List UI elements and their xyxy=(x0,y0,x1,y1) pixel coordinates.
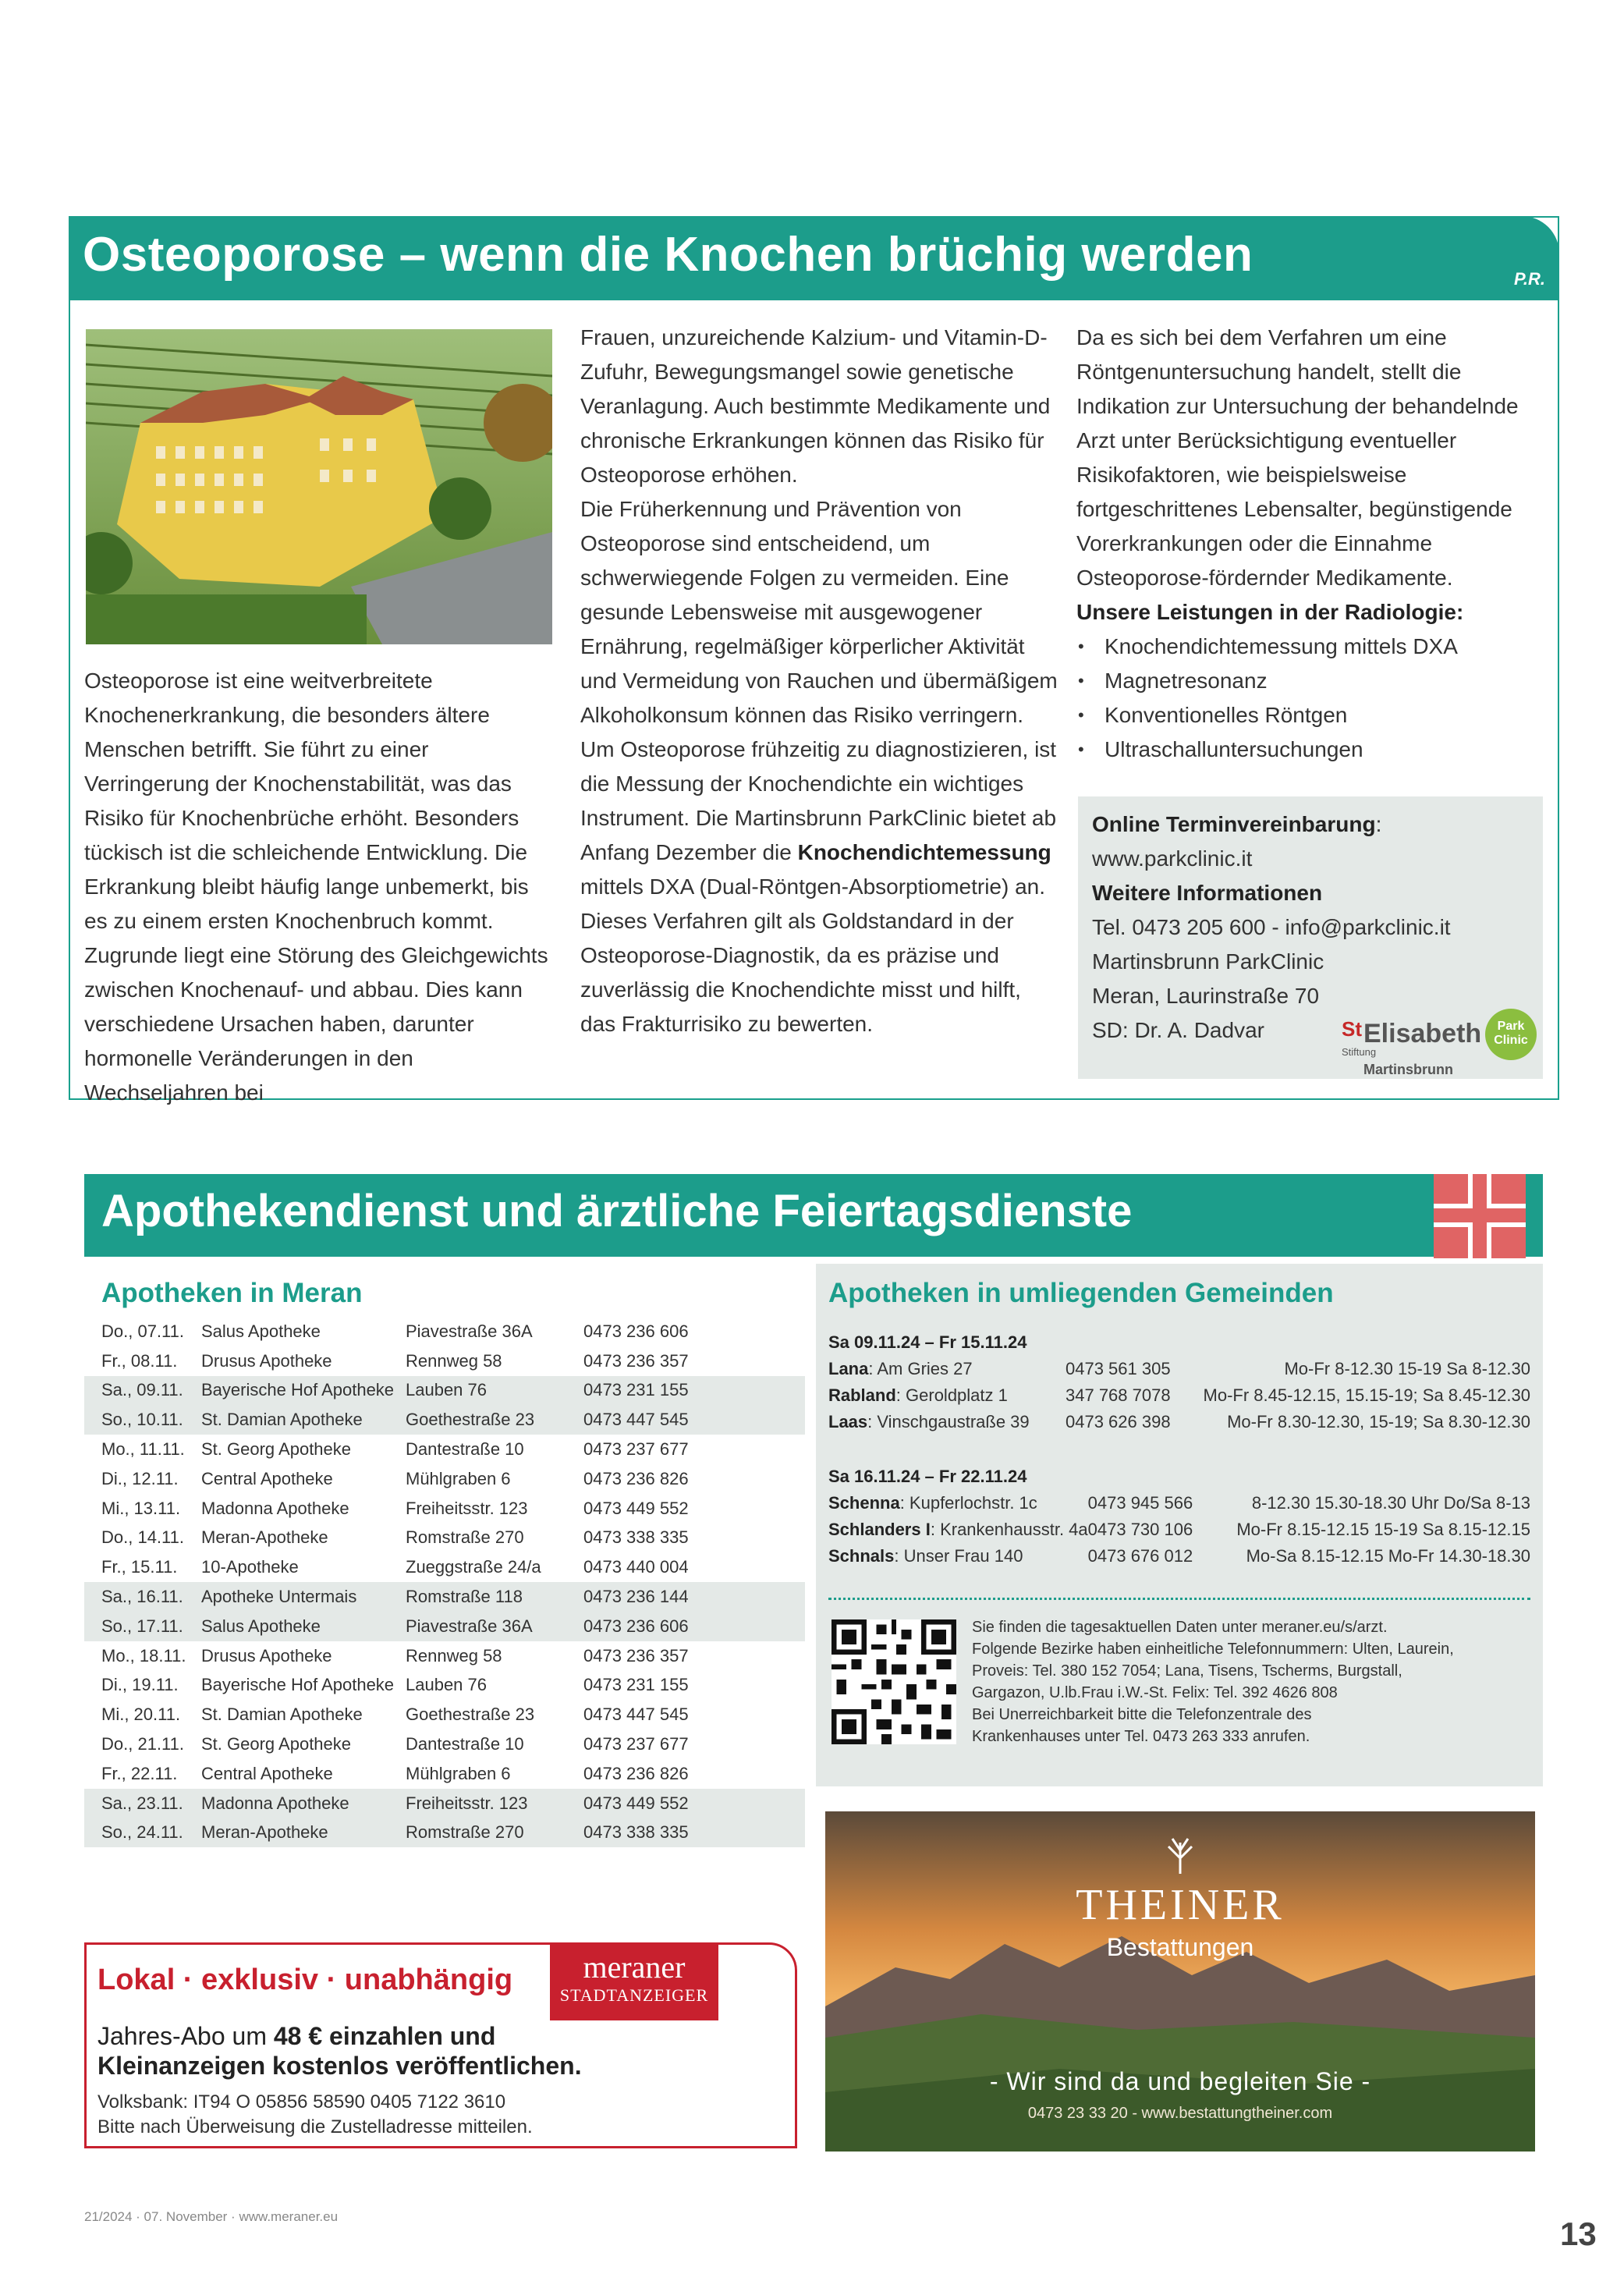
pharmacy-address: Lauben 76 xyxy=(406,1675,487,1695)
table-row xyxy=(84,1524,805,1553)
text-run: Jahres-Abo um xyxy=(98,2022,274,2050)
town-address xyxy=(828,1409,1066,1435)
town-name: Schlanders I xyxy=(828,1520,931,1539)
clinic-director: SD: Dr. A. Dadvar xyxy=(1092,1018,1264,1042)
duty-date: Di., 19.11. xyxy=(101,1675,179,1695)
pharmacy-address: Romstraße 118 xyxy=(406,1587,523,1607)
list-item: • Konventionelles Röntgen xyxy=(1076,698,1554,733)
opening-hours: Mo-Fr 8.45-12.15, 15.15-19; Sa 8.45-12.30 xyxy=(1203,1385,1530,1405)
pharmacy-name: Meran-Apotheke xyxy=(201,1822,328,1843)
address-instruction: Bitte nach Überweisung die Zustelladresse mitteilen. xyxy=(98,2116,533,2137)
article-paragraph: Die Früherkennung und Prävention von Osteoporose sind entscheidend, um schwerwiegende Folgen zu vermeiden. Eine gesunde Lebensweise mit ausgewogener Ernährung, regelmäßiger körperlicher Aktivität und Vermeidung von Rauchen und übermäßigem Alkoholkonsum können das Risiko verringern. xyxy=(580,497,1058,727)
article-box xyxy=(69,216,1559,1105)
pharmacy-phone: 0473 338 335 xyxy=(583,1822,689,1843)
pharmacy-phone: 0473 237 677 xyxy=(583,1439,689,1460)
table-row xyxy=(84,1671,805,1701)
footer-issue: 21/2024 · 07. November · www.meraner.eu xyxy=(84,2209,339,2224)
duty-date: Fr., 08.11. xyxy=(101,1350,178,1371)
pharmacy-name: Madonna Apotheke xyxy=(201,1793,349,1813)
pharmacy-phone: 0473 236 357 xyxy=(583,1350,689,1371)
opening-hours: Mo-Fr 8.15-12.15 15-19 Sa 8.15-12.15 xyxy=(1236,1520,1530,1539)
article-header xyxy=(69,216,1559,300)
text-run: 48 € einzahlen und xyxy=(273,2022,496,2050)
duty-date: Di., 12.11. xyxy=(101,1468,179,1488)
table-row xyxy=(84,1552,805,1582)
duty-date: Sa., 09.11. xyxy=(101,1380,183,1400)
logo-text: STADTANZEIGER xyxy=(559,1985,709,2005)
medical-cross-icon xyxy=(1434,1174,1526,1258)
pharmacy-address: Romstraße 270 xyxy=(406,1822,524,1843)
article-title: Osteoporose – wenn die Knochen brüchig werden xyxy=(83,228,1253,282)
pharmacy-phone: 0473 449 552 xyxy=(583,1793,689,1813)
duty-date: Sa., 16.11. xyxy=(101,1587,183,1607)
elisabeth-logo xyxy=(1342,1006,1482,1077)
table-row xyxy=(84,1376,805,1406)
pharmacy-name: Meran-Apotheke xyxy=(201,1527,328,1548)
pharmacy-phone: 0473 236 606 xyxy=(583,1616,689,1636)
table-row xyxy=(84,1729,805,1759)
town-address xyxy=(828,1490,1088,1517)
town-address xyxy=(828,1382,1066,1409)
pharmacy-phone: 0473 676 012 xyxy=(1087,1546,1193,1566)
period-label: Sa 09.11.24 – Fr 15.11.24 xyxy=(828,1332,1027,1352)
pharmacy-phone: 347 768 7078 xyxy=(1066,1385,1171,1405)
towns-heading: Apotheken in umliegenden Gemeinden xyxy=(828,1278,1334,1308)
town-pharmacies xyxy=(816,1264,1543,1786)
pharmacy-address: Zueggstraße 24/a xyxy=(406,1557,541,1577)
street: : Geroldplatz 1 xyxy=(895,1385,1008,1405)
text-run: Um Osteoporose frühzeitig zu diagnostizieren, ist die Messung der Knochendichte ein wichtiges Instrument. Die Martinsbrunn ParkClinic bietet ab Anfang Dezember die xyxy=(580,737,1057,864)
theiner-contact: 0473 23 33 20 - www.bestattungtheiner.com xyxy=(1027,2105,1333,2122)
pharmacy-address: Rennweg 58 xyxy=(406,1645,502,1666)
duty-date: Fr., 22.11. xyxy=(101,1763,178,1783)
duty-date: Do., 21.11. xyxy=(101,1734,184,1754)
article-paragraph: Frauen, unzureichende Kalzium- und Vitamin-D-Zufuhr, Bewegungsmangel sowie genetische Veranlagung. Auch bestimmte Medikamente und chronische Erkrankungen können das Risiko für Osteoporose erhöhen. xyxy=(580,325,1051,487)
theiner-slogan: - Wir sind da und begleiten Sie - xyxy=(989,2067,1371,2095)
table-row xyxy=(84,1818,805,1848)
phone-email[interactable]: Tel. 0473 205 600 - info@parkclinic.it xyxy=(1092,915,1451,939)
note-line: Sie finden die tagesaktuellen Daten unter meraner.eu/s/arzt. xyxy=(972,1619,1388,1636)
pharmacy-name: Apotheke Untermais xyxy=(201,1587,357,1607)
logo-text: St xyxy=(1342,1017,1362,1041)
pharmacy-address: Piavestraße 36A xyxy=(406,1321,533,1341)
text-run: mittels DXA (Dual-Röntgen-Absorptiometrie) an. Dieses Verfahren gilt als Goldstandard in der Osteoporose-Diagnostik, da es präzise und zuverlässig die Knochendichte misst und hilft, das Frakturrisiko zu bewerten. xyxy=(580,874,1046,1036)
pharmacy-name: Salus Apotheke xyxy=(201,1321,321,1341)
pharmacy-address: Goethestraße 23 xyxy=(406,1705,535,1725)
pharmacy-phone: 0473 449 552 xyxy=(583,1498,689,1518)
article-column-3 xyxy=(1076,321,1554,767)
logo-text: Stiftung xyxy=(1342,1046,1377,1058)
town-table xyxy=(828,1356,1530,1435)
table-row xyxy=(828,1517,1530,1543)
pharmacy-address: Dantestraße 10 xyxy=(406,1439,524,1460)
table-row xyxy=(84,1582,805,1612)
clinic-photo xyxy=(86,329,552,644)
article-paragraph xyxy=(580,733,1058,1041)
pharmacy-phone: 0473 236 144 xyxy=(583,1587,689,1607)
pharmacy-phone: 0473 236 826 xyxy=(583,1468,689,1488)
street: : Krankenhausstr. 4a xyxy=(930,1520,1088,1539)
pharmacy-phone: 0473 945 566 xyxy=(1087,1493,1193,1513)
page-number: 13 xyxy=(1560,2215,1597,2252)
pharmacy-phone: 0473 730 106 xyxy=(1087,1520,1193,1539)
text-run: Online Terminvereinbarung xyxy=(1092,812,1376,836)
table-row xyxy=(84,1789,805,1818)
opening-hours: Mo-Fr 8.30-12.30, 15-19; Sa 8.30-12.30 xyxy=(1227,1412,1530,1431)
town-address xyxy=(828,1517,1088,1543)
services-heading: Unsere Leistungen in der Radiologie: xyxy=(1076,600,1464,624)
pharmacy-section-header xyxy=(84,1174,1543,1257)
table-row xyxy=(84,1612,805,1641)
services-list xyxy=(1076,630,1554,767)
logo-text: Martinsbrunn xyxy=(1363,1062,1453,1077)
pharmacy-phone: 0473 447 545 xyxy=(583,1705,689,1725)
article-paragraph: Da es sich bei dem Verfahren um eine Röntgenuntersuchung handelt, stellt die Indikation zur Untersuchung der behandelnde Arzt unter Berücksichtigung eventueller Risikofaktoren, wie beispielsweise fortgeschrittenes Lebensalter, begünstigende Vorerkrankungen oder die Einnahme Osteoporose-fördernder Medikamente. xyxy=(1076,325,1519,590)
more-info-label: Weitere Informationen xyxy=(1092,881,1323,905)
pharmacy-name: St. Damian Apotheke xyxy=(201,1705,363,1725)
table-row xyxy=(84,1464,805,1494)
town-name: Lana xyxy=(828,1359,869,1378)
duty-date: So., 24.11. xyxy=(101,1822,183,1843)
pharmacy-name: Drusus Apotheke xyxy=(201,1645,332,1666)
article-paragraph: Osteoporose ist eine weitverbreitete Knochenerkrankung, die besonders ältere Menschen betrifft. Sie führt zu einer Verringerung der Knochenstabilität, was das Risiko für Knochenbrüche erhöht. Besonders tückisch ist die schleichende Entwicklung. Die Erkrankung bleibt häufig lange unbemerkt, bis es zu einem ersten Knochenbruch kommt. Zugrunde liegt eine Störung des Gleichgewichts zwischen Knochenauf- und abbau. Dies kann verschiedene Ursachen haben, darunter hormonelle Veränderungen in den Wechseljahren bei xyxy=(84,669,548,1105)
pharmacy-name: Central Apotheke xyxy=(201,1763,333,1783)
duty-date: Mo., 11.11. xyxy=(101,1439,185,1460)
pharmacy-name: Salus Apotheke xyxy=(201,1616,321,1636)
pharmacy-phone: 0473 440 004 xyxy=(583,1557,689,1577)
table-row xyxy=(84,1700,805,1729)
pharmacy-name: St. Damian Apotheke xyxy=(201,1410,363,1430)
pharmacy-name: St. Georg Apotheke xyxy=(201,1439,352,1460)
pharmacy-name: St. Georg Apotheke xyxy=(201,1734,352,1754)
pharmacy-name: 10-Apotheke xyxy=(201,1557,299,1577)
pharmacy-name: Bayerische Hof Apotheke xyxy=(201,1675,395,1695)
table-row xyxy=(84,1405,805,1435)
pharmacy-phone: 0473 626 398 xyxy=(1066,1412,1171,1431)
pharmacy-address: Goethestraße 23 xyxy=(406,1410,535,1430)
website-link[interactable]: www.parkclinic.it xyxy=(1092,846,1253,871)
qr-code[interactable] xyxy=(832,1619,956,1744)
duty-date: Mo., 18.11. xyxy=(101,1645,186,1666)
pharmacy-address: Dantestraße 10 xyxy=(406,1734,524,1754)
note-line: Krankenhauses unter Tel. 0473 263 333 anrufen. xyxy=(972,1728,1310,1745)
meran-pharmacies xyxy=(84,1264,805,1847)
pharmacy-address: Mühlgraben 6 xyxy=(406,1468,511,1488)
pharmacy-phone: 0473 237 677 xyxy=(583,1734,689,1754)
pharmacy-name: Bayerische Hof Apotheke xyxy=(201,1380,395,1400)
text-run: : xyxy=(1375,812,1382,836)
list-item: • Ultraschalluntersuchungen xyxy=(1076,733,1554,767)
note-line: Folgende Bezirke haben einheitliche Telefonnummern: Ulten, Laurein, xyxy=(972,1641,1454,1658)
pharmacy-address: Mühlgraben 6 xyxy=(406,1763,511,1783)
duty-date: So., 10.11. xyxy=(101,1410,183,1430)
duty-date: Do., 14.11. xyxy=(101,1527,184,1548)
emergency-note xyxy=(972,1616,1518,1747)
meran-heading: Apotheken in Meran xyxy=(101,1278,363,1308)
table-row xyxy=(828,1490,1530,1517)
opening-hours: Mo-Sa 8.15-12.15 Mo-Fr 14.30-18.30 xyxy=(1246,1546,1530,1566)
table-row xyxy=(828,1543,1530,1570)
town-name: Schnals xyxy=(828,1546,895,1566)
town-address xyxy=(828,1356,1066,1382)
pharmacy-address: Piavestraße 36A xyxy=(406,1616,533,1636)
town-name: Rabland xyxy=(828,1385,896,1405)
street: : Vinschgaustraße 39 xyxy=(867,1412,1030,1431)
table-row xyxy=(84,1641,805,1671)
logo-text: Elisabeth xyxy=(1363,1019,1482,1048)
pharmacy-name: Drusus Apotheke xyxy=(201,1350,332,1371)
table-row xyxy=(828,1356,1530,1382)
duty-date: Mi., 13.11. xyxy=(101,1498,181,1518)
town-name: Laas xyxy=(828,1412,868,1431)
theiner-ad xyxy=(825,1811,1535,2152)
list-item: • Magnetresonanz xyxy=(1076,664,1554,698)
street: : Am Gries 27 xyxy=(868,1359,973,1378)
duty-date: Do., 07.11. xyxy=(101,1321,184,1341)
table-row xyxy=(828,1409,1530,1435)
pharmacy-phone: 0473 236 357 xyxy=(583,1645,689,1666)
opening-hours: Mo-Fr 8-12.30 15-19 Sa 8-12.30 xyxy=(1284,1359,1530,1378)
pharmacy-phone: 0473 236 606 xyxy=(583,1321,689,1341)
duty-date: So., 17.11. xyxy=(101,1616,183,1636)
highlight-text: Knochendichtemessung xyxy=(797,840,1051,864)
town-address xyxy=(828,1543,1088,1570)
pharmacy-address: Romstraße 270 xyxy=(406,1527,524,1548)
pharmacy-phone: 0473 447 545 xyxy=(583,1410,689,1430)
duty-date: Fr., 15.11. xyxy=(101,1557,178,1577)
pharmacy-phone: 0473 231 155 xyxy=(583,1380,689,1400)
table-row xyxy=(84,1435,805,1464)
divider xyxy=(828,1598,1530,1600)
clinic-address: Meran, Laurinstraße 70 xyxy=(1092,984,1320,1008)
pharmacy-address: Rennweg 58 xyxy=(406,1350,502,1371)
town-table xyxy=(828,1490,1530,1570)
note-line: Gargazon, U.lb.Frau i.W.-St. Felix: Tel. 392 4626 808 xyxy=(972,1684,1338,1701)
meraner-logo xyxy=(550,1942,718,2020)
list-item: • Knochendichtemessung mittels DXA xyxy=(1076,630,1554,664)
pharmacy-phone: 0473 236 826 xyxy=(583,1763,689,1783)
pharmacy-phone: 0473 338 335 xyxy=(583,1527,689,1548)
street: : Kupferlochstr. 1c xyxy=(899,1493,1037,1513)
opening-hours: 8-12.30 15.30-18.30 Uhr Do/Sa 8-13 xyxy=(1251,1493,1530,1513)
logo-text: meraner xyxy=(583,1949,686,1985)
duty-date: Sa., 23.11. xyxy=(101,1793,183,1813)
pharmacy-address: Freiheitsstr. 123 xyxy=(406,1498,528,1518)
article-column-1 xyxy=(84,664,552,1110)
theiner-name: THEINER xyxy=(1076,1881,1285,1929)
online-booking-label xyxy=(1092,807,1529,842)
ad-offer xyxy=(98,2021,582,2081)
table-row xyxy=(84,1317,805,1346)
subscription-ad xyxy=(84,1942,797,2148)
clinic-name: Martinsbrunn ParkClinic xyxy=(1092,949,1324,974)
duty-date: Mi., 20.11. xyxy=(101,1705,181,1725)
pharmacy-phone: 0473 561 305 xyxy=(1066,1359,1171,1378)
iban-line: Volksbank: IT94 O 05856 58590 0405 7122 3610 xyxy=(98,2091,506,2112)
theiner-subtitle: Bestattungen xyxy=(1106,1933,1254,1961)
period-label: Sa 16.11.24 – Fr 22.11.24 xyxy=(828,1467,1027,1486)
text-run: Kleinanzeigen kostenlos veröffentlichen. xyxy=(98,2052,582,2080)
street: : Unser Frau 140 xyxy=(894,1546,1023,1566)
pr-label: P.R. xyxy=(1514,269,1545,289)
pharmacy-name: Madonna Apotheke xyxy=(201,1498,349,1518)
contact-info-box xyxy=(1078,796,1543,1079)
table-row xyxy=(84,1346,805,1376)
note-line: Bei Unerreichbarkeit bitte die Telefonzentrale des xyxy=(972,1706,1312,1723)
pharmacy-section-title: Apothekendienst und ärztliche Feiertagsdienste xyxy=(101,1186,1133,1236)
logo-text: Park xyxy=(1497,1020,1525,1033)
ad-headline: Lokal · exklusiv · unabhängig xyxy=(98,1964,513,1996)
landscape-image xyxy=(825,1811,1535,2152)
logo-text: Clinic xyxy=(1494,1034,1528,1047)
table-row xyxy=(84,1759,805,1789)
duty-table xyxy=(84,1317,805,1847)
note-line: Proveis: Tel. 380 152 7054; Lana, Tisens, Tscherms, Burgstall, xyxy=(972,1662,1402,1680)
bank-details xyxy=(98,2090,533,2140)
town-name: Schenna xyxy=(828,1493,900,1513)
table-row xyxy=(84,1494,805,1524)
pharmacy-address: Freiheitsstr. 123 xyxy=(406,1793,528,1813)
parkclinic-logo xyxy=(1485,1009,1537,1060)
pharmacy-name: Central Apotheke xyxy=(201,1468,333,1488)
table-row xyxy=(828,1382,1530,1409)
article-column-2 xyxy=(580,321,1058,1041)
pharmacy-address: Lauben 76 xyxy=(406,1380,487,1400)
pharmacy-phone: 0473 231 155 xyxy=(583,1675,689,1695)
